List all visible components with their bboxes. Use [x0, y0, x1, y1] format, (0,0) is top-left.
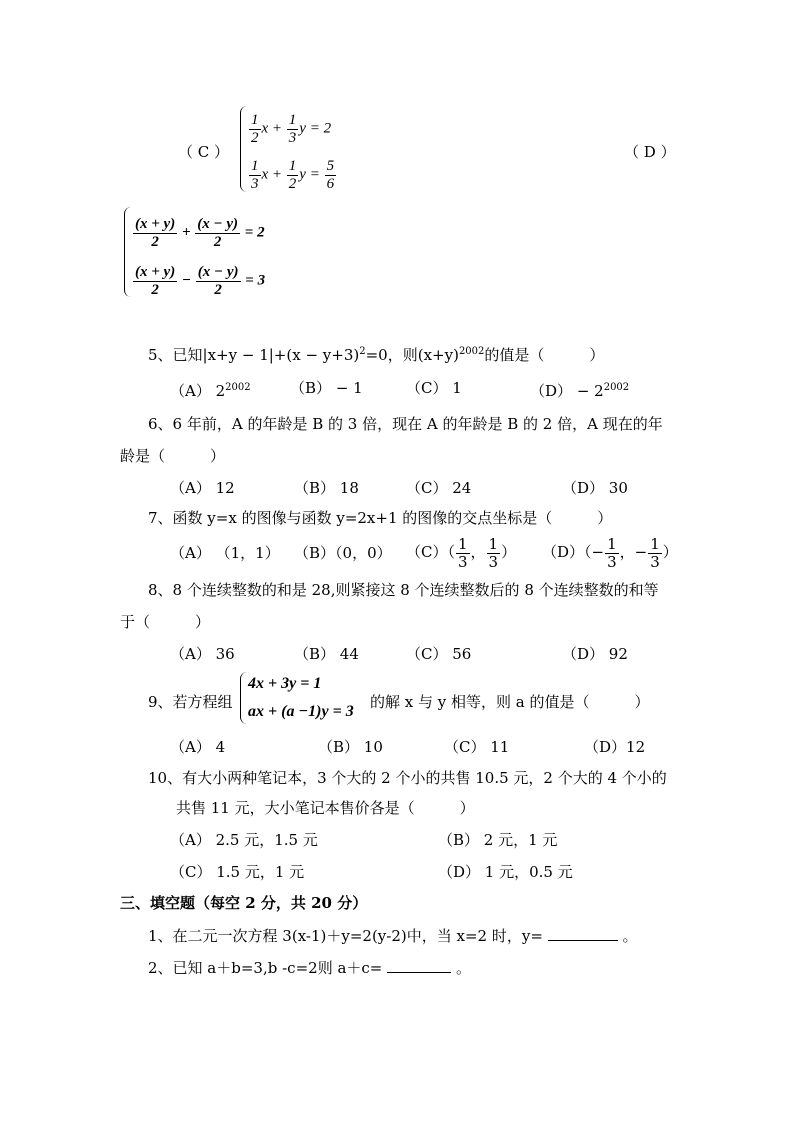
question-6-stem-line2: 龄是（ ）	[120, 447, 226, 465]
question-8-option-a: （A） 36	[170, 645, 235, 663]
fill-blank-2[interactable]	[387, 958, 451, 973]
question-5-option-b: （B） − 1	[290, 379, 363, 397]
question-7-option-b: （B）（0，0）	[294, 544, 392, 562]
section-3-heading: 三、填空题（每空 2 分，共 20 分）	[120, 894, 368, 912]
question-10-option-b: （B） 2 元，1 元	[438, 831, 558, 849]
question-7-option-d: （D）（− $\frac{1}{3}$ ，− $\frac{1}{3}$ ）	[542, 535, 678, 571]
question-9-system-brace	[240, 672, 247, 724]
question-10-option-a: （A） 2.5 元，1.5 元	[170, 831, 318, 849]
question-10-option-c: （C） 1.5 元，1 元	[170, 863, 305, 881]
question-7-stem: 7、函数 y=x 的图像与函数 y=2x+1 的图像的交点坐标是（ ）	[148, 509, 613, 527]
option-d-label: （ D ）	[624, 143, 676, 161]
question-9-suffix: 的解 x 与 y 相等，则 a 的值是（ ）	[370, 693, 650, 711]
question-7-option-a: （A） （1，1）	[170, 544, 280, 562]
question-9-option-a: （A） 4	[170, 738, 226, 756]
fill-question-2: 2、已知 a＋b=3,b -c=2则 a＋c= 。	[148, 959, 471, 977]
question-6-option-b: （B） 18	[294, 479, 359, 497]
question-9-option-d: （D）12	[584, 738, 646, 756]
system-c-brace	[240, 106, 247, 192]
question-5-option-c: （C） 1	[406, 379, 462, 397]
question-8-option-d: （D） 92	[562, 645, 628, 663]
question-6-option-d: （D） 30	[562, 479, 628, 497]
system-d-brace	[124, 207, 131, 297]
question-6-stem-line1: 6、6 年前，A 的年龄是 B 的 3 倍，现在 A 的年龄是 B 的 2 倍，A 现在的年	[148, 415, 663, 433]
system-d-eq1: $\frac{(x + y)}{2}$ + $\frac{(x - y)}{2}$ = 2	[135, 216, 265, 250]
system-c-eq2: $\frac{1}{3}$ x + $\frac{1}{2}$ y = $\frac{5}{6}$	[251, 158, 335, 192]
fill-question-1: 1、在二元一次方程 3(x-1)＋y=2(y-2)中，当 x=2 时，y= 。	[148, 927, 638, 945]
question-9-eq1: 4x + 3y = 1	[248, 675, 322, 692]
question-9-eq2: ax + (a −1)y = 3	[248, 703, 354, 720]
fill-blank-1[interactable]	[548, 926, 618, 941]
question-9-option-c: （C） 11	[444, 738, 510, 756]
option-c-label: （ C ）	[178, 143, 230, 161]
question-10-stem-line2: 共售 11 元，大小笔记本售价各是（ ）	[176, 799, 475, 817]
question-6-option-a: （A） 12	[170, 479, 235, 497]
question-10-option-d: （D） 1 元，0.5 元	[438, 863, 573, 881]
question-9-option-b: （B） 10	[318, 738, 383, 756]
question-8-stem-line2: 于（ ）	[120, 613, 211, 631]
system-d-eq2: $\frac{(x + y)}{2}$ − $\frac{(x - y)}{2}$ = 3	[135, 264, 266, 298]
question-9-prefix: 9、若方程组	[148, 693, 233, 711]
question-8-option-b: （B） 44	[294, 645, 359, 663]
question-5-stem: 5、已知$|x+y - 1|+(x - y+3)^2=0$，则$(x+y)^{2002}$的值是（ ）	[148, 346, 605, 364]
question-8-option-c: （C） 56	[406, 645, 472, 663]
question-7-option-c: （C）（ $\frac{1}{3}$ ， $\frac{1}{3}$ ）	[406, 535, 517, 571]
question-8-stem-line1: 8、8 个连续整数的和是 28,则紧接这 8 个连续整数后的 8 个连续整数的和等	[148, 581, 659, 599]
system-c-eq1: $\frac{1}{2}$ x + $\frac{1}{3}$ y = 2	[251, 112, 332, 146]
question-6-option-c: （C） 24	[406, 479, 472, 497]
question-5-option-a: （A） $2^{2002}$	[170, 382, 251, 400]
question-5-option-d: $(D) - 2^{2002}$	[530, 382, 630, 400]
question-10-stem-line1: 10、有大小两种笔记本，3 个大的 2 个小的共售 10.5 元，2 个大的 4 个小的	[148, 769, 667, 787]
